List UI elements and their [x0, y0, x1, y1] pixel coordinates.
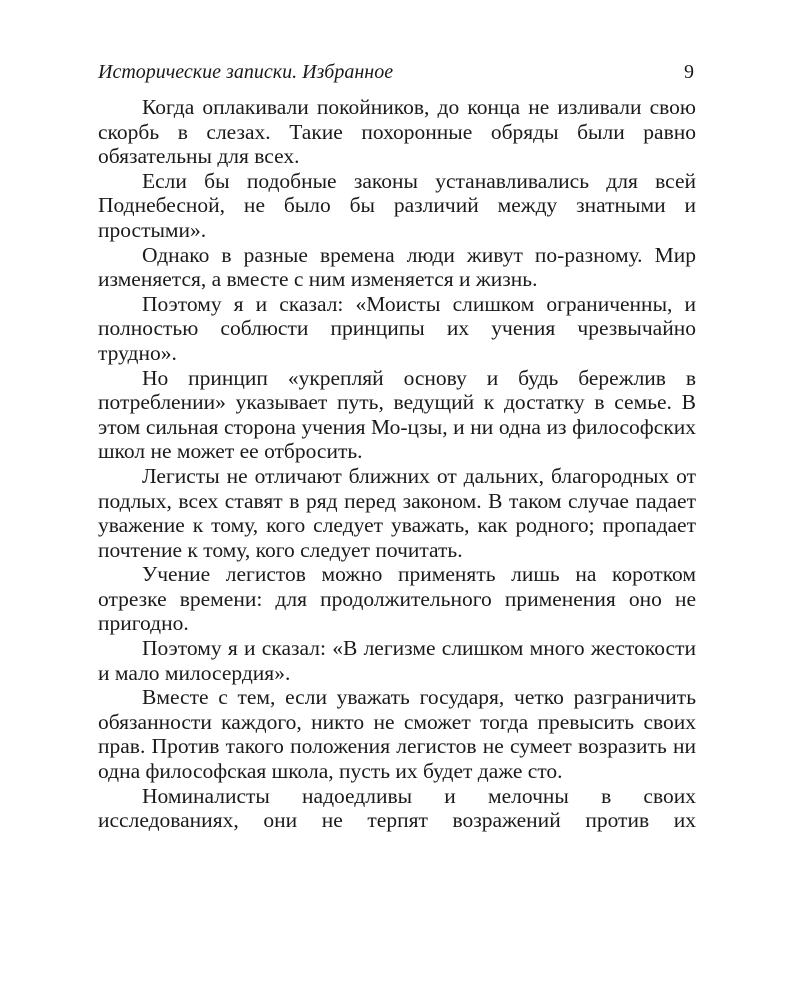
- paragraph: Когда оплакивали покойников, до конца не изливали свою скорбь в слезах. Такие похоронные обряды были равно обязательны для всех.: [98, 95, 696, 169]
- paragraph: Легисты не отличают ближних от дальних, благородных от подлых, всех ставят в ряд перед законом. В таком случае падает уважение к тому, кого следует уважать, как родного; пропадает почтение к тому, кого следует почитать.: [98, 463, 696, 562]
- paragraph: Однако в разные времена люди живут по-разному. Мир изменяется, а вместе с ним изменяется и жизнь.: [98, 242, 696, 292]
- page-number: 9: [684, 61, 694, 83]
- paragraph: Если бы подобные законы устанавливались для всей Поднебесной, не было бы различий между знатными и простыми».: [98, 168, 696, 242]
- paragraph: Учение легистов можно применять лишь на коротком отрезке времени: для продолжительного применения оно не пригодно.: [98, 562, 696, 636]
- paragraph: Вместе с тем, если уважать государя, четко разграничить обязанности каждого, никто не сможет тогда превысить своих прав. Против такого положения легистов не сумеет возразить ни одна философская школа, пусть их будет даже сто.: [98, 685, 696, 784]
- paragraph: Поэтому я и сказал: «Моисты слишком ограниченны, и полностью соблюсти принципы их учения чрезвычайно трудно».: [98, 291, 696, 365]
- paragraph: Поэтому я и сказал: «В легизме слишком много жестокости и мало милосердия».: [98, 636, 696, 685]
- paragraph: Но принцип «укрепляй основу и будь бережлив в потреблении» указывает путь, ведущий к достатку в семье. В этом сильная сторона учения Мо-цзы, и ни одна из философских школ не может ее отбросить.: [98, 365, 696, 464]
- running-title: Исторические записки. Избранное: [98, 61, 394, 83]
- paragraph: Номиналисты надоедливы и мелочны в своих исследованиях, они не терпят возражений против их: [98, 783, 696, 833]
- running-head: [98, 60, 696, 84]
- body-text: [98, 95, 696, 833]
- book-page: [98, 60, 696, 833]
